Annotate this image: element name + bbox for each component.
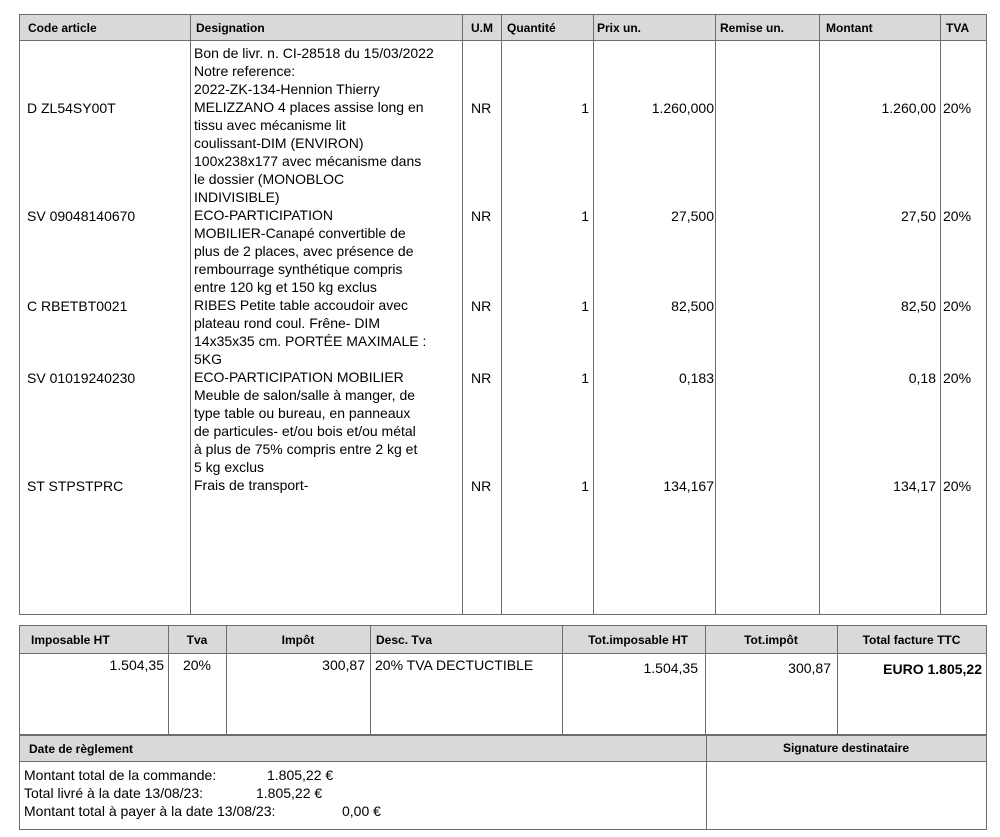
- row-5-code: ST STPSTPRC: [27, 478, 124, 494]
- header-tot-imposable: Tot.imposable HT: [588, 633, 688, 647]
- row-5-um: NR: [471, 478, 492, 494]
- header-designation: Designation: [196, 21, 265, 35]
- value-tot-imposable: 1.504,35: [643, 660, 698, 676]
- header-remise: Remise un.: [720, 21, 785, 35]
- header-imposable-ht: Imposable HT: [31, 633, 110, 647]
- payment-line-value: 1.805,22 €: [256, 785, 323, 801]
- row-3-um: NR: [471, 298, 492, 314]
- header-code-article: Code article: [28, 21, 97, 35]
- row-5-montant: 134,17: [893, 478, 936, 494]
- signature-area: [707, 762, 986, 829]
- value-tva-rate: 20%: [182, 657, 212, 673]
- row-2-designation: ECO-PARTICIPATION MOBILIER-Canapé convertible de plus de 2 places, avec présence de rembourrage synthétique compris entre 120 kg et 150 kg exclus: [194, 207, 414, 295]
- row-2-prix: 27,500: [671, 208, 714, 224]
- row-5-tva: 20%: [943, 478, 972, 494]
- row-2-quantite: 1: [581, 208, 589, 224]
- intro-line: Notre reference:: [194, 63, 296, 79]
- row-3-quantite: 1: [581, 298, 589, 314]
- row-3-designation: RIBES Petite table accoudoir avec plateau rond coul. Frêne- DIM 14x35x35 cm. PORTÉE MAXIMALE : 5KG: [194, 297, 427, 367]
- row-1-um: NR: [471, 100, 492, 116]
- header-quantite: Quantité: [507, 21, 556, 35]
- row-5-designation: Frais de transport-: [194, 477, 309, 493]
- payment-line-label: Montant total de la commande:: [24, 767, 217, 783]
- row-4-um: NR: [471, 370, 492, 386]
- intro-line: 2022-ZK-134-Hennion Thierry: [194, 81, 380, 97]
- row-2-tva: 20%: [943, 208, 972, 224]
- header-tva: TVA: [946, 21, 970, 35]
- row-5-prix: 134,167: [663, 478, 714, 494]
- items-table: [19, 14, 987, 615]
- row-3-tva: 20%: [943, 298, 972, 314]
- header-total-ttc: Total facture TTC: [862, 633, 961, 647]
- row-4-designation: ECO-PARTICIPATION MOBILIER Meuble de salon/salle à manger, de type table ou bureau, en panneaux de particules- et/ou bois et/ou métal à plus de 75% compris entre 2 kg et 5 kg exclus: [194, 369, 418, 475]
- header-date-reglement: Date de règlement: [29, 742, 134, 756]
- header-impot: Impôt: [281, 633, 315, 647]
- payment-line-label: Montant total à payer à la date 13/08/23:: [24, 803, 276, 819]
- header-tva-rate: Tva: [186, 633, 208, 647]
- header-um: U.M: [471, 21, 493, 35]
- intro-line: Bon de livr. n. CI-28518 du 15/03/2022: [194, 45, 434, 61]
- totals-table: [19, 625, 987, 735]
- row-1-prix: 1.260,000: [651, 100, 714, 116]
- value-total-ttc: EURO 1.805,22: [883, 661, 982, 677]
- payment-line-label: Total livré à la date 13/08/23:: [24, 785, 204, 801]
- value-tot-impot: 300,87: [788, 660, 831, 676]
- row-3-montant: 82,50: [900, 298, 936, 314]
- payment-line-value: 1.805,22 €: [267, 767, 334, 783]
- row-4-code: SV 01019240230: [27, 370, 136, 386]
- payment-table: [19, 735, 987, 830]
- row-2-um: NR: [471, 208, 492, 224]
- row-2-montant: 27,50: [900, 208, 936, 224]
- row-1-montant: 1.260,00: [881, 100, 936, 116]
- row-5-quantite: 1: [581, 478, 589, 494]
- row-1-code: D ZL54SY00T: [27, 100, 116, 116]
- header-signature: Signature destinataire: [782, 741, 910, 755]
- header-montant: Montant: [826, 21, 873, 35]
- row-3-prix: 82,500: [671, 298, 714, 314]
- row-1-designation: MELIZZANO 4 places assise long en tissu avec mécanisme lit coulissant-DIM (ENVIRON) 100x238x177 avec mécanisme dans le dossier (MONOBLOC INDIVISIBLE): [194, 99, 424, 205]
- row-2-code: SV 09048140670: [27, 208, 136, 224]
- delivery-reference: [194, 44, 434, 98]
- header-prix: Prix un.: [597, 21, 642, 35]
- row-1-quantite: 1: [581, 100, 589, 116]
- row-4-tva: 20%: [943, 370, 972, 386]
- value-impot: 300,87: [322, 657, 365, 673]
- row-4-prix: 0,183: [678, 370, 714, 386]
- row-4-montant: 0,18: [908, 370, 936, 386]
- header-desc-tva: Desc. Tva: [376, 633, 433, 647]
- value-desc-tva: 20% TVA DECTUCTIBLE: [375, 657, 534, 673]
- row-1-tva: 20%: [943, 100, 972, 116]
- value-imposable-ht: 1.504,35: [109, 657, 164, 673]
- payment-line-value: 0,00 €: [342, 803, 381, 819]
- header-tot-impot: Tot.impôt: [744, 633, 798, 647]
- row-4-quantite: 1: [581, 370, 589, 386]
- row-3-code: C RBETBT0021: [27, 298, 128, 314]
